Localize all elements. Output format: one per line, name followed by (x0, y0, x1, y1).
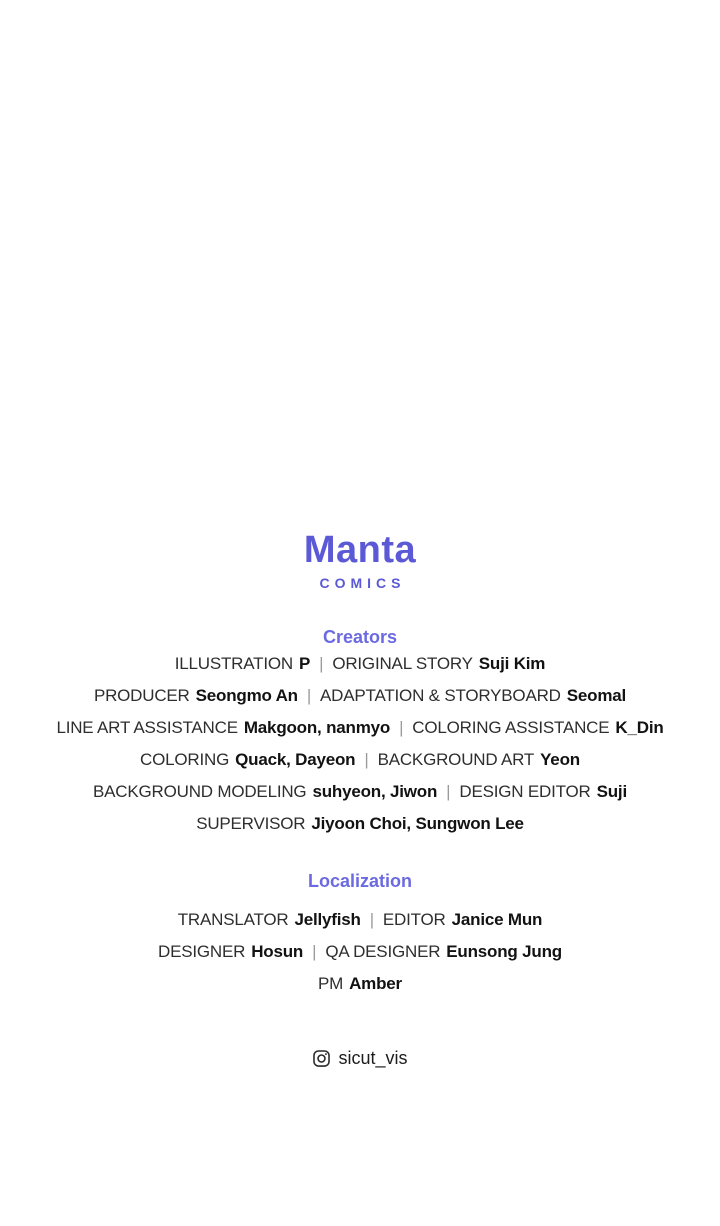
credit-line (56, 680, 663, 712)
instagram-handle-row (312, 1046, 407, 1070)
credit-role: TRANSLATOR (177, 910, 289, 929)
credit-separator: | (399, 718, 404, 737)
credit-name: Hosun (251, 942, 304, 961)
credit-name: Quack, Dayeon (235, 750, 356, 769)
credit-name: Amber (349, 974, 402, 993)
credit-line (56, 744, 663, 776)
credit-role: COLORING ASSISTANCE (412, 718, 610, 737)
credit-name: Jiyoon Choi, Sungwon Lee (311, 814, 524, 833)
credit-role: DESIGNER (158, 942, 246, 961)
credit-role: QA DESIGNER (325, 942, 441, 961)
credits-sections (56, 592, 663, 1000)
credit-name: Suji Kim (478, 654, 546, 673)
credit-separator: | (446, 782, 451, 801)
credit-role: ILLUSTRATION (174, 654, 293, 673)
credit-name: Seongmo An (195, 686, 298, 705)
credit-line (56, 904, 663, 936)
instagram-icon (312, 1049, 331, 1068)
credit-line (56, 712, 663, 744)
credit-separator: | (364, 750, 369, 769)
credit-line (56, 648, 663, 680)
credit-line (56, 968, 663, 1000)
credit-role: COLORING (140, 750, 230, 769)
credit-role: BACKGROUND MODELING (93, 782, 307, 801)
manta-logo-subtext: COMICS (319, 575, 406, 591)
credit-name: K_Din (615, 718, 664, 737)
credit-separator: | (306, 686, 312, 705)
credit-name: P (298, 654, 311, 673)
credit-name: Seomal (566, 686, 627, 705)
credit-role: ORIGINAL STORY (332, 654, 473, 673)
credit-separator: | (319, 654, 324, 673)
credit-separator: | (369, 910, 374, 929)
credit-name: Janice Mun (451, 910, 543, 929)
credit-role: ADAPTATION & STORYBOARD (320, 686, 561, 705)
credit-name: suhyeon, Jiwon (312, 782, 438, 801)
credit-role: EDITOR (382, 910, 446, 929)
section-heading-creators: Creators (322, 627, 397, 647)
credit-role: BACKGROUND ART (377, 750, 535, 769)
credit-line (56, 936, 663, 968)
credit-line (56, 776, 663, 808)
credit-name: Yeon (540, 750, 580, 769)
credit-role: DESIGN EDITOR (459, 782, 591, 801)
instagram-handle-text: sicut_vis (338, 1048, 408, 1068)
credit-name: Eunsong Jung (446, 942, 562, 961)
credit-line (56, 808, 663, 840)
credit-role: SUPERVISOR (196, 814, 306, 833)
credit-role: LINE ART ASSISTANCE (56, 718, 238, 737)
credit-role: PM (318, 974, 344, 993)
manta-logo: Manta (303, 529, 417, 571)
credit-name: Makgoon, nanmyo (243, 718, 391, 737)
credit-role: PRODUCER (93, 686, 190, 705)
credit-separator: | (312, 942, 317, 961)
credit-name: Suji (596, 782, 627, 801)
credit-name: Jellyfish (294, 910, 361, 929)
section-heading-localization: Localization (307, 871, 412, 891)
